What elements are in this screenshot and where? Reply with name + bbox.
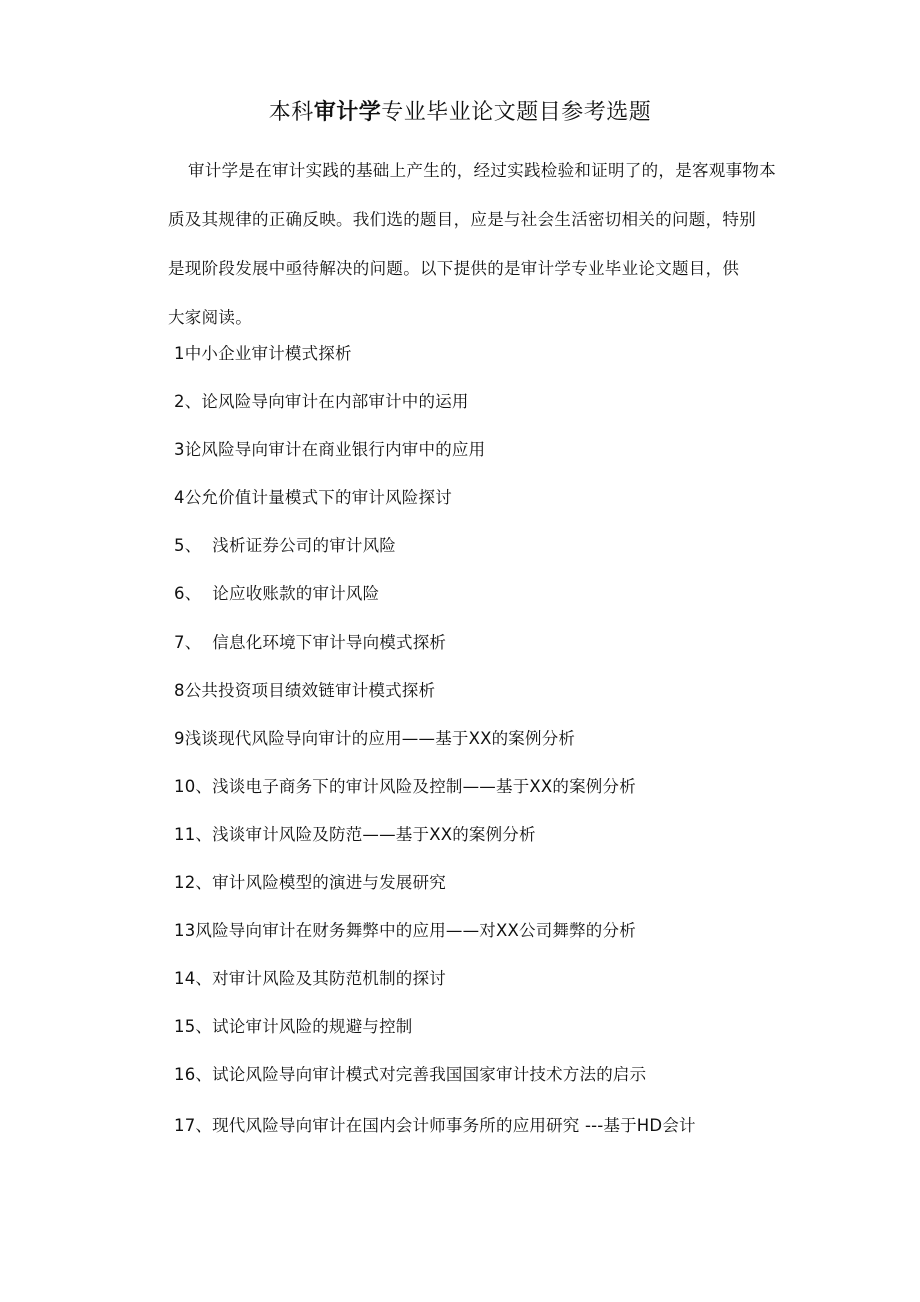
topic-item: 17、现代风险导向审计在国内会计师事务所的应用研究 ---基于HD会计 — [174, 1115, 696, 1135]
topic-item: 2、论风险导向审计在内部审计中的运用 — [174, 392, 469, 412]
title-suffix: 专业毕业论文题目参考选题 — [381, 100, 652, 125]
topic-item: 10、浅谈电子商务下的审计风险及控制——基于XX的案例分析 — [174, 776, 636, 796]
topic-item: 12、审计风险模型的演进与发展研究 — [174, 873, 446, 893]
topic-item: 1中小企业审计模式探析 — [174, 344, 352, 363]
intro-line: 质及其规律的正确反映。我们选的题目，应是与社会生活密切相关的问题，特别 — [168, 210, 756, 229]
topic-item: 4公允价值计量模式下的审计风险探讨 — [174, 488, 452, 508]
topic-item: 13风险导向审计在财务舞弊中的应用——对XX公司舞弊的分析 — [174, 921, 636, 941]
intro-line: 大家阅读。 — [168, 308, 252, 327]
title-prefix: 本科 — [268, 100, 314, 125]
document-title — [0, 96, 920, 130]
topic-item: 14、对审计风险及其防范机制的探讨 — [174, 969, 446, 989]
topic-item: 8公共投资项目绩效链审计模式探析 — [174, 680, 436, 700]
topic-item: 11、浅谈审计风险及防范——基于XX的案例分析 — [174, 824, 536, 844]
intro-line: 是现阶段发展中亟待解决的问题。以下提供的是审计学专业毕业论文题目，供 — [168, 259, 740, 278]
topic-item: 15、试论审计风险的规避与控制 — [174, 1017, 413, 1037]
title-major: 审计学 — [313, 100, 382, 125]
topic-item: 9浅谈现代风险导向审计的应用——基于XX的案例分析 — [174, 728, 576, 748]
intro-paragraph — [168, 146, 780, 342]
topic-item: 6、 论应收账款的审计风险 — [174, 584, 380, 604]
topic-list — [174, 338, 696, 1158]
topic-item: 3论风险导向审计在商业银行内审中的应用 — [174, 440, 486, 460]
intro-line: 审计学是在审计实践的基础上产生的，经过实践检验和证明了的，是客观事物本 — [188, 161, 776, 180]
topic-item: 7、 信息化环境下审计导向模式探析 — [174, 632, 447, 652]
topic-item: 5、 浅析证券公司的审计风险 — [174, 536, 396, 556]
topic-item: 16、试论风险导向审计模式对完善我国国家审计技术方法的启示 — [174, 1065, 647, 1085]
